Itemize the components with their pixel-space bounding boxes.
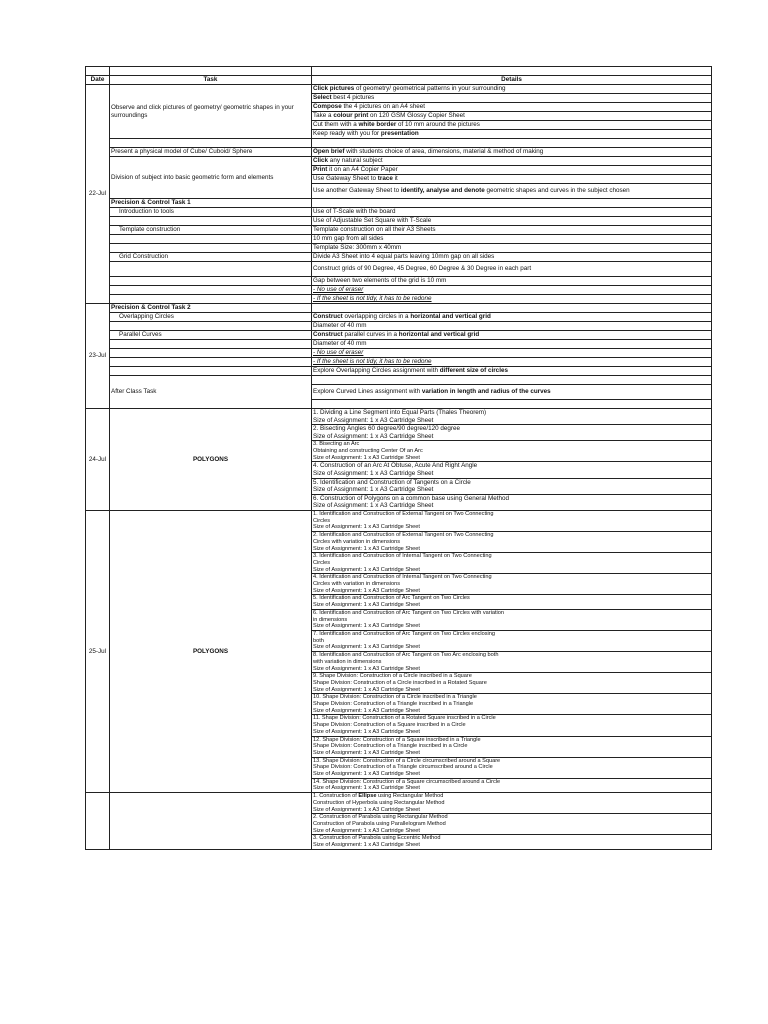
text-span: the 4 pictures on an A4 sheet (341, 103, 426, 111)
task-cell-empty (110, 277, 312, 286)
detail-line: Size of Assignment: 1 x A3 Cartridge Sheet (313, 524, 420, 531)
detail-line: Size of Assignment: 1 x A3 Cartridge Sheet (313, 827, 420, 834)
detail-cell (312, 715, 712, 736)
detail-cell (312, 409, 712, 425)
detail-line: Size of Assignment: 1 x A3 Cartridge Sheet (313, 806, 420, 813)
text-span: Cut them with a (313, 121, 359, 129)
detail-cell: Diameter of 40 mm (312, 322, 712, 331)
day-25-jul (86, 511, 712, 793)
bold-text: Precision & Control Task 2 (111, 304, 191, 312)
detail-cell (312, 130, 712, 139)
detail-line: 3. Bisecting an Arc (313, 441, 360, 448)
detail-line: 2. Identification and Construction of External Tangent on Two Connecting (313, 532, 494, 539)
task-cell-empty (110, 235, 312, 244)
detail-cell (312, 313, 712, 322)
text-span: Explore Curved Lines assignment with (313, 388, 422, 396)
detail-line: 8. Identification and Construction of Arc Tangent on Two Arc enclosing both (313, 652, 499, 659)
detail-cell: Gap between two elements of the grid is 10 mm (312, 277, 712, 286)
detail-line: 6. Identification and Construction of Arc Tangent on Two Circles with variation (313, 609, 505, 616)
detail-cell (312, 736, 712, 757)
detail-line: Size of Assignment: 1 x A3 Cartridge Sheet (313, 486, 434, 494)
detail-line: Size of Assignment: 1 x A3 Cartridge Sheet (313, 644, 420, 651)
detail-cell-empty (312, 400, 712, 409)
detail-cell (312, 835, 712, 849)
bold-text: Print (313, 166, 328, 174)
text-span: Use another Gateway Sheet to (313, 187, 401, 195)
detail-cell (312, 166, 712, 175)
task-cell-empty (110, 340, 312, 349)
text-span: parallel curves in a (342, 331, 399, 339)
header-row (86, 76, 712, 85)
bold-text: different size of circles (439, 367, 508, 375)
detail-cell: Diameter of 40 mm (312, 340, 712, 349)
date-cell: 25-Jul (86, 511, 110, 793)
detail-line: 14. Shape Division: Construction of a Square circumscribed around a Circle (313, 778, 501, 785)
detail-cell (312, 385, 712, 400)
task-cell-empty (110, 349, 312, 358)
bold-text: variation in length and radius of the curves (421, 388, 551, 396)
task-cell-empty (110, 358, 312, 367)
table-row (86, 208, 712, 217)
detail-line: Circles with variation in dimensions (313, 538, 401, 545)
day-23-jul (86, 304, 712, 409)
bold-text: Construct (313, 331, 343, 339)
detail-cell (312, 85, 712, 94)
table-row (86, 262, 712, 277)
detail-line: 1. Identification and Construction of External Tangent on Two Connecting (313, 511, 494, 518)
bold-text: Precision & Control Task 1 (111, 199, 191, 207)
detail-cell: Use of Adjustable Set Square with T-Scale (312, 217, 712, 226)
bold-text: Compose (313, 103, 342, 111)
date-cell: 22-Jul (86, 85, 110, 304)
bold-text: Click (313, 157, 329, 165)
detail-line: Size of Assignment: 1 x A3 Cartridge Sheet (313, 416, 434, 424)
date-cell: 23-Jul (86, 304, 110, 409)
table-row (86, 139, 712, 148)
detail-line: 2. Construction of Parabola using Rectangular Method (313, 814, 448, 821)
bold-text: horizontal and vertical grid (398, 331, 480, 339)
detail-cell (312, 553, 712, 574)
detail-cell: - If the sheet is not tidy, it has to be redone (312, 295, 712, 304)
table-row (86, 226, 712, 235)
detail-cell (312, 814, 712, 835)
detail-line: Size of Assignment: 1 x A3 Cartridge Sheet (313, 545, 420, 552)
task-cell: Division of subject into basic geometric form and elements (110, 157, 312, 199)
detail-cell-empty (312, 139, 712, 148)
detail-line: Size of Assignment: 1 x A3 Cartridge Sheet (313, 470, 434, 478)
detail-line: Size of Assignment: 1 x A3 Cartridge Sheet (313, 785, 420, 792)
detail-cell (312, 574, 712, 595)
task-cell-empty (110, 322, 312, 331)
last-block (86, 793, 712, 850)
detail-line: Size of Assignment: 1 x A3 Cartridge Sheet (313, 771, 420, 778)
detail-line: 13. Shape Division: Construction of a Circle circumscribed around a Square (313, 757, 501, 764)
bold-text: trace (377, 175, 393, 183)
table-row (86, 340, 712, 349)
bold-text: identify, analyse and denote (400, 187, 485, 195)
bold-text: Ellipse (358, 793, 377, 800)
bold-text: horizontal and vertical grid (410, 313, 491, 321)
detail-line: Size of Assignment: 1 x A3 Cartridge Sheet (313, 432, 434, 440)
detail-line: 5. Identification and Construction of Arc Tangent on Two Circles (313, 595, 470, 602)
detail-line: Size of Assignment: 1 x A3 Cartridge Sheet (313, 842, 420, 849)
detail-cell (312, 595, 712, 609)
task-cell: Grid Construction (110, 253, 312, 262)
task-cell-empty (110, 286, 312, 295)
table-row (86, 85, 712, 94)
detail-line: Obtaining and constructing Center Of an Arc (313, 448, 423, 455)
detail-line: 5. Identification and Construction of Tangents on a Circle (313, 478, 471, 486)
task-cell: Present a physical model of Cube/ Cuboid/ Sphere (110, 148, 312, 157)
task-header: Task (110, 76, 312, 85)
text-span: Use Gateway Sheet to (313, 175, 378, 183)
text-span: on 120 GSM Glossy Copier Sheet (368, 112, 465, 120)
detail-cell: Template construction on all their A3 Sheets (312, 226, 712, 235)
detail-cell (312, 609, 712, 630)
detail-line: Shape Division: Construction of a Triangle inscribed in a Circle (313, 743, 468, 750)
schedule-sheet (85, 66, 711, 850)
detail-line: 3. Construction of Parabola using Eccentric Method (313, 835, 441, 842)
detail-cell (312, 367, 712, 376)
detail-line: Circles (313, 517, 331, 524)
text-span: Explore Overlapping Circles assignment with (313, 367, 440, 375)
detail-cell (312, 462, 712, 478)
table-row (86, 409, 712, 425)
detail-line: Size of Assignment: 1 x A3 Cartridge Sheet (313, 587, 420, 594)
detail-line: Shape Division: Construction of a Triangle inscribed in a Triangle (313, 701, 474, 708)
detail-line: Size of Assignment: 1 x A3 Cartridge Sheet (313, 686, 420, 693)
detail-cell (312, 175, 712, 184)
detail-cell: - No use of eraser (312, 286, 712, 295)
detail-line: in dimensions (313, 616, 348, 623)
text-span: of 10 mm around the pictures (396, 121, 480, 129)
bold-text: Select (313, 94, 332, 102)
detail-line: Size of Assignment: 1 x A3 Cartridge Sheet (313, 665, 420, 672)
date-cell: 24-Jul (86, 409, 110, 511)
table-row (86, 235, 712, 244)
table-row (86, 331, 712, 340)
detail-cell: Construct grids of 90 Degree, 45 Degree, 60 Degree & 30 Degree in each part (312, 262, 712, 277)
detail-line: Size of Assignment: 1 x A3 Cartridge Sheet (313, 623, 420, 630)
table-row (86, 376, 712, 385)
text-span: any natural subject (328, 157, 383, 165)
bold-text: colour print (333, 112, 369, 120)
text-span: Take a (313, 112, 334, 120)
detail-cell (312, 673, 712, 694)
bold-text: Construct (313, 313, 343, 321)
table-row (86, 304, 712, 313)
bold-text: Open brief (313, 148, 345, 156)
task-cell-empty (110, 244, 312, 253)
text-span: 1. Construction of (313, 793, 359, 800)
detail-cell (312, 631, 712, 652)
detail-cell (312, 94, 712, 103)
table-row (86, 793, 712, 814)
task-cell: Parallel Curves (110, 331, 312, 340)
detail-line: Size of Assignment: 1 x A3 Cartridge Sheet (313, 707, 420, 714)
detail-line: 1. Dividing a Line Segment into Equal Parts (Thales Theorem) (313, 409, 487, 416)
task-cell-empty (110, 793, 312, 850)
table-row (86, 511, 712, 532)
detail-line: Construction of Hyperbola using Rectangular Method (313, 799, 445, 806)
detail-line: 4. Identification and Construction of Internal Tangent on Two Connecting (313, 574, 492, 581)
detail-cell: - No use of eraser (312, 349, 712, 358)
detail-line: Shape Division: Construction of a Triangle circumscribed around a Circle (313, 764, 493, 771)
table-row (86, 157, 712, 166)
detail-cell (312, 441, 712, 462)
table-row (86, 217, 712, 226)
table-row (86, 358, 712, 367)
detail-line: with variation in dimensions (313, 658, 382, 665)
text-span: Keep ready with you for (313, 130, 381, 138)
detail-cell: Template Size: 300mm x 40mm (312, 244, 712, 253)
detail-line: Size of Assignment: 1 x A3 Cartridge Sheet (313, 602, 420, 609)
detail-line: Construction of Parabola using Parallelogram Method (313, 820, 446, 827)
detail-line: Circles (313, 559, 331, 566)
detail-line: 12. Shape Division: Construction of a Square inscribed in a Triangle (313, 736, 481, 743)
task-cell: POLYGONS (110, 511, 312, 793)
bold-text: presentation (380, 130, 419, 138)
bold-text: white border (358, 121, 397, 129)
detail-cell (312, 511, 712, 532)
top-blank-row (86, 67, 712, 76)
detail-cell (312, 157, 712, 166)
detail-cell (312, 757, 712, 778)
task-cell-empty (110, 367, 312, 376)
detail-cell (312, 331, 712, 340)
detail-cell (312, 694, 712, 715)
detail-cell: Divide A3 Sheet into 4 equal parts leaving 10mm gap on all sides (312, 253, 712, 262)
table-row (86, 253, 712, 262)
text-span: it (392, 175, 398, 183)
detail-line: Size of Assignment: 1 x A3 Cartridge Sheet (313, 728, 420, 735)
detail-cell (312, 148, 712, 157)
table-row (86, 367, 712, 376)
detail-cell (312, 532, 712, 553)
table-row (86, 244, 712, 253)
detail-cell: Use of T-Scale with the board (312, 208, 712, 217)
detail-line: 11. Shape Division: Construction of a Rotated Square inscribed in a Circle (313, 715, 496, 722)
detail-line: 10. Shape Division: Construction of a Circle inscribed in a Triangle (313, 694, 477, 701)
text-span: overlapping circles in a (342, 313, 411, 321)
table-row (86, 313, 712, 322)
detail-line: 2. Bisecting Angles 60 degree/90 degree/120 degree (313, 425, 461, 433)
text-span: of geometry/ geometrical patterns in your surrounding (354, 85, 506, 93)
task-cell-empty (110, 139, 312, 148)
schedule-table (85, 66, 712, 850)
task-cell (110, 199, 312, 208)
task-cell-empty (110, 262, 312, 277)
detail-cell (312, 103, 712, 112)
detail-line: 4. Construction of an Arc At Obtuse, Acute And Right Angle (313, 462, 478, 470)
detail-cell-empty (312, 376, 712, 385)
task-cell: Template construction (110, 226, 312, 235)
detail-cell-empty (312, 199, 712, 208)
detail-cell: - If the sheet is not tidy, it has to be redone (312, 358, 712, 367)
task-cell: Introduction to tools (110, 208, 312, 217)
day-22-jul (86, 85, 712, 304)
detail-line: Circles with variation in dimensions (313, 581, 401, 588)
text-span: geometric shapes and curves in the subject chosen (484, 187, 630, 195)
date-cell-empty (86, 793, 110, 850)
task-cell: After Class Task (110, 376, 312, 409)
task-cell (110, 304, 312, 313)
detail-cell (312, 121, 712, 130)
detail-cell (312, 425, 712, 441)
detail-line: Shape Division: Construction of a Circle inscribed in a Rotated Square (313, 679, 487, 686)
table-row (86, 286, 712, 295)
detail-line: Size of Assignment: 1 x A3 Cartridge Sheet (313, 454, 420, 461)
detail-line: 6. Construction of Polygons on a common base using General Method (313, 494, 510, 502)
detail-cell (312, 494, 712, 510)
table-row (86, 277, 712, 286)
details-header: Details (312, 76, 712, 85)
detail-cell (312, 793, 712, 814)
detail-line: Shape Division: Construction of a Square inscribed in a Circle (313, 722, 466, 729)
task-cell-empty (110, 217, 312, 226)
detail-cell: 10 mm gap from all sides (312, 235, 712, 244)
detail-line: 7. Identification and Construction of Arc Tangent on Two Circles enclosing (313, 631, 496, 637)
detail-line: 3. Identification and Construction of Internal Tangent on Two Connecting (313, 553, 492, 560)
bold-text: Click pictures (313, 85, 355, 93)
detail-line: Size of Assignment: 1 x A3 Cartridge Sheet (313, 566, 420, 573)
date-header: Date (86, 76, 110, 85)
table-row (86, 295, 712, 304)
text-span: best 4 pictures (331, 94, 375, 102)
table-row (86, 148, 712, 157)
task-cell-empty (110, 295, 312, 304)
detail-line (313, 793, 710, 800)
text-span: using Rectangular Method (376, 793, 444, 800)
detail-cell (312, 478, 712, 494)
table-row (86, 199, 712, 208)
detail-cell (312, 778, 712, 792)
task-cell: POLYGONS (110, 409, 312, 511)
detail-line: Size of Assignment: 1 x A3 Cartridge Sheet (313, 502, 434, 510)
table-row (86, 322, 712, 331)
day-24-jul (86, 409, 712, 511)
detail-cell-empty (312, 304, 712, 313)
detail-cell (312, 184, 712, 199)
detail-line: Size of Assignment: 1 x A3 Cartridge Sheet (313, 749, 420, 756)
text-span: with students choice of area, dimensions, material & method of making (344, 148, 544, 156)
detail-line: both (313, 637, 324, 644)
detail-cell (312, 112, 712, 121)
detail-line: 9. Shape Division: Construction of a Circle inscribed in a Square (313, 673, 472, 680)
detail-cell (312, 652, 712, 673)
task-cell: Observe and click pictures of geometry/ geometric shapes in your surroundings (110, 85, 312, 139)
text-span: it on an A4 Copier Paper (327, 166, 398, 174)
table-row (86, 349, 712, 358)
task-cell: Overlapping Circles (110, 313, 312, 322)
